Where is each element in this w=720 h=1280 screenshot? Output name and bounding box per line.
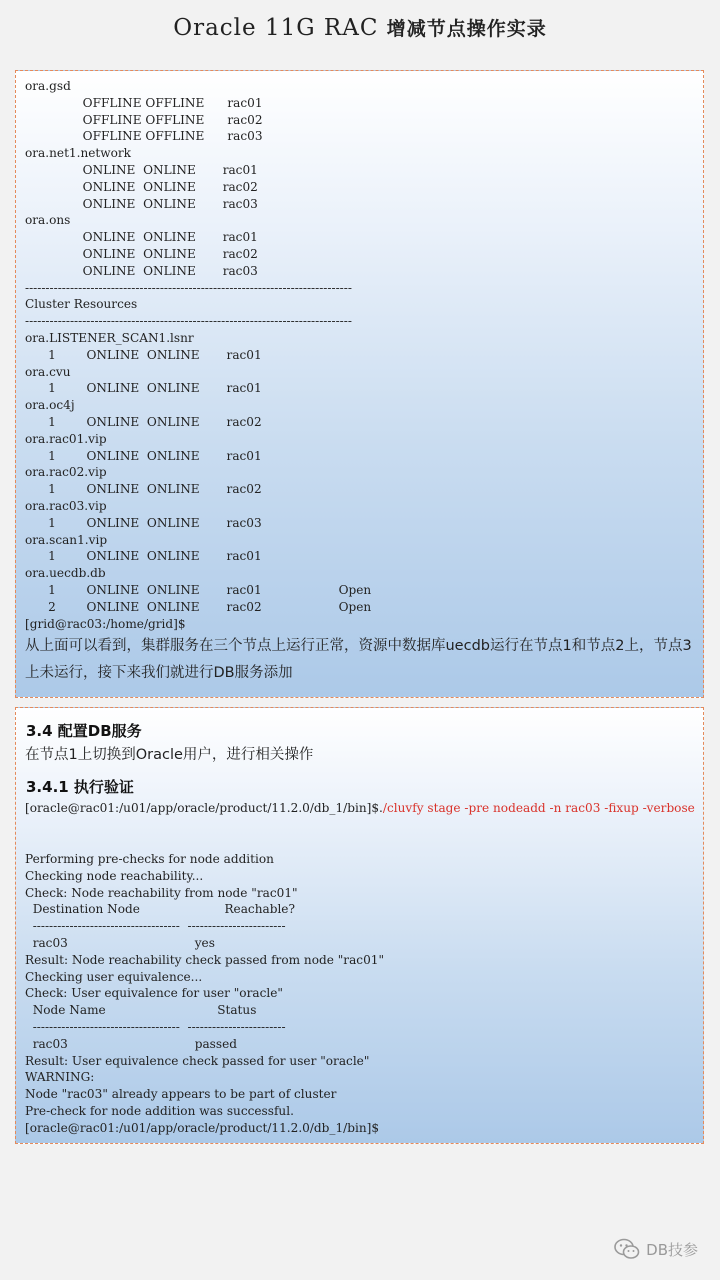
section-configure-db bbox=[15, 707, 704, 1144]
command-line bbox=[25, 800, 695, 817]
title-en: Oracle 11G RAC bbox=[173, 15, 387, 41]
output-panel-cluster-status bbox=[15, 70, 704, 698]
page-title bbox=[0, 14, 720, 41]
watermark-text: DB技参 bbox=[646, 1240, 698, 1259]
section-intro: 在节点1上切换到Oracle用户，进行相关操作 bbox=[25, 747, 314, 763]
section-heading-3-4-1: 3.4.1 执行验证 bbox=[26, 778, 134, 796]
precheck-output: Performing pre-checks for node addition Checking node reachability... Check: Node reachability from node "rac01" Destination Node Reachable? ------------------------------------ ------------------------ rac03 yes Result: Node reachability check passed from node "rac01" Checking user equivalence... Check: User equivalence for user "oracle" Node Name Status ------------------------------------ ------------------------ rac03 passed Result: User equivalence check passed for user "oracle" WARNING: Node "rac03" already appears to be part of cluster Pre-check for node addition was successful. [oracle@rac01:/u01/app/oracle/product/11.2.0/db_1/bin]$ bbox=[25, 852, 385, 1135]
cluvfy-command: /cluvfy stage -pre nodeadd -n rac03 -fixup -verbose bbox=[382, 801, 695, 815]
shell-prompt: [oracle@rac01:/u01/app/oracle/product/11.2.0/db_1/bin]$. bbox=[25, 801, 383, 815]
section-heading-3-4: 3.4 配置DB服务 bbox=[26, 722, 142, 740]
title-cn: 增减节点操作实录 bbox=[386, 18, 547, 40]
wechat-icon bbox=[614, 1238, 640, 1260]
watermark bbox=[614, 1238, 698, 1260]
crs-status-output: ora.gsd OFFLINE OFFLINE rac01 OFFLINE OFFLINE rac02 OFFLINE OFFLINE rac03 ora.net1.network ONLINE ONLINE rac01 ONLINE ONLINE rac02 ONLINE ONLINE rac03 ora.ons ONLINE ONLINE rac01 ONLINE ONLINE rac02 ONLINE ONLINE rac03 -------------------------------------------------------------------------------- Cluster Resources -------------------------------------------------------------------------------- ora.LISTENER_SCAN1.lsnr 1 ONLINE ONLINE rac01 ora.cvu 1 ONLINE ONLINE rac01 ora.oc4j 1 ONLINE ONLINE rac02 ora.rac01.vip 1 ONLINE ONLINE rac01 ora.rac02.vip 1 ONLINE ONLINE rac02 ora.rac03.vip 1 ONLINE ONLINE rac03 ora.scan1.vip 1 ONLINE ONLINE rac01 ora.uecdb.db 1 ONLINE ONLINE rac01 Open 2 ONLINE ONLINE rac02 Open [grid@rac03:/home/grid]$ bbox=[25, 79, 372, 631]
analysis-note: 从上面可以看到，集群服务在三个节点上运行正常，资源中数据库uecdb运行在节点1和节点2上，节点3上未运行，接下来我们就进行DB服务添加 bbox=[25, 638, 692, 681]
